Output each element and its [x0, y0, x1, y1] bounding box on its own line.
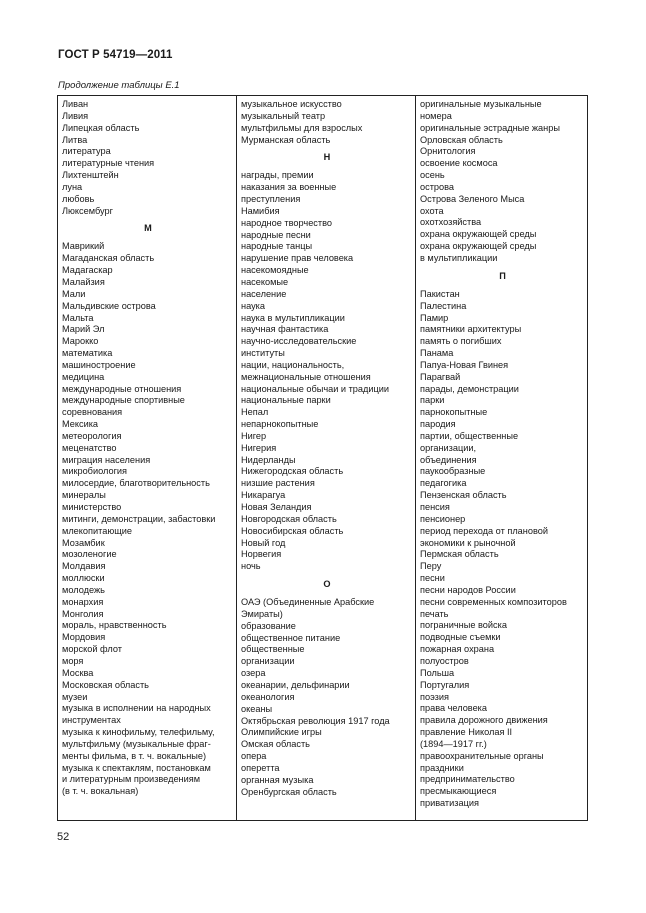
index-entry: экономики к рыночной — [420, 537, 516, 548]
index-entry: подводные съемки — [420, 632, 501, 643]
index-entry: пенсия — [420, 502, 450, 512]
index-entry: партии, общественные — [420, 430, 519, 441]
index-entry: Нижегородская область — [241, 466, 344, 477]
index-entry: пожарная охрана — [420, 644, 495, 655]
index-entry: Октябрьская революция 1917 года — [241, 715, 390, 726]
index-entry: права человека — [420, 703, 488, 714]
index-entry: пограничные войска — [420, 620, 507, 631]
index-entry: пенсионер — [420, 513, 466, 524]
index-entry: Панама — [420, 348, 454, 359]
index-entry: паукообразные — [420, 466, 486, 477]
index-entry: период перехода от плановой — [420, 525, 548, 536]
index-entry: милосердие, благотворительность — [62, 478, 210, 489]
index-entry: монархия — [62, 596, 104, 607]
index-entry: народное творчество — [241, 217, 332, 228]
index-entry: Пензенская область — [420, 490, 507, 501]
index-entry: институты — [241, 348, 285, 359]
index-entry: Новая Зеландия — [241, 502, 312, 512]
index-entry: моллюски — [62, 573, 105, 584]
index-entry: Москва — [62, 667, 94, 678]
index-entry: научно-исследовательские — [241, 336, 357, 347]
index-entry: Ливан — [62, 99, 89, 109]
index-entry: метеорология — [62, 430, 122, 441]
index-entry: музыкальное искусство — [241, 99, 342, 109]
index-entry: Марокко — [62, 336, 99, 347]
index-entry: Нигерия — [241, 442, 277, 453]
index-entry: Люксембург — [62, 205, 113, 216]
index-entry: луна — [62, 181, 83, 192]
section-letter-heading: Н — [323, 152, 331, 163]
index-entry: Норвегия — [241, 549, 282, 560]
index-entry: Лихтенштейн — [62, 170, 119, 181]
index-entry: национальные обычаи и традиции — [241, 383, 390, 394]
index-entry: преступления — [241, 194, 301, 205]
index-entry: общественное питание — [241, 632, 341, 643]
subject-index-table — [57, 95, 588, 821]
index-entry: микробиология — [62, 466, 128, 477]
index-entry: Папуа-Новая Гвинея — [420, 359, 509, 370]
index-entry: охрана окружающей среды — [420, 241, 537, 252]
index-entry: парады, демонстрации — [420, 383, 519, 394]
page-number: 52 — [57, 831, 70, 843]
index-entry: праздники — [420, 762, 464, 773]
index-entry: песни — [420, 573, 445, 584]
index-entry: национальные парки — [241, 395, 331, 406]
index-entry: песни современных композиторов — [420, 596, 567, 607]
index-entry: образование — [241, 620, 296, 631]
index-entry: Португалия — [420, 679, 470, 690]
index-entry: организации, — [420, 442, 477, 453]
index-entry: насекомоядные — [241, 265, 309, 276]
index-entry: инструментах — [62, 715, 121, 726]
index-entry: номера — [420, 110, 452, 121]
index-entry: Перу — [420, 561, 442, 572]
index-entry: Омская область — [241, 739, 310, 750]
index-entry: меценатство — [62, 442, 117, 453]
index-entry: Мадагаскар — [62, 265, 113, 276]
index-entry: Новосибирская область — [241, 525, 344, 536]
index-entry: Непал — [241, 407, 269, 418]
index-entry: печать — [420, 608, 449, 619]
index-entry: менты фильма, в т. ч. вокальные) — [62, 750, 207, 761]
index-entry: объединения — [420, 454, 477, 465]
index-entry: пародия — [420, 419, 456, 430]
index-entry: математика — [62, 348, 113, 359]
index-entry: Палестина — [420, 300, 467, 311]
index-entry: моря — [62, 655, 84, 666]
index-entry: Мозамбик — [62, 537, 105, 548]
index-entry: музеи — [62, 691, 88, 702]
index-entry: наука — [241, 300, 266, 311]
index-entry: народные танцы — [241, 241, 313, 252]
index-entry: народные песни — [241, 229, 311, 240]
index-entry: освоение космоса — [420, 158, 498, 169]
index-entry: озера — [241, 668, 266, 679]
index-entry: мультфильмы для взрослых — [241, 122, 363, 133]
index-entry: Магаданская область — [62, 253, 155, 264]
index-entry: (1894—1917 гг.) — [420, 738, 487, 749]
index-entry: мультфильму (музыкальные фраг- — [62, 738, 211, 749]
index-entry: минералы — [62, 490, 106, 501]
index-entry: органная музыка — [241, 774, 314, 785]
index-entry: Мордовия — [62, 632, 106, 643]
index-entry: международные отношения — [62, 383, 182, 394]
index-entry: наказания за военные — [241, 182, 337, 193]
index-entry: Монголия — [62, 608, 104, 619]
table-column-1 — [58, 96, 237, 820]
index-entry: млекопитающие — [62, 525, 133, 536]
table-column-3 — [416, 96, 587, 820]
index-entry: педагогика — [420, 478, 467, 489]
index-entry: Мальдивские острова — [62, 300, 156, 311]
index-entry: приватизация — [420, 798, 479, 809]
index-entry: нации, национальность, — [241, 359, 345, 370]
index-entry: мораль, нравственность — [62, 620, 167, 631]
index-entry: полуостров — [420, 655, 469, 666]
index-entry: литература — [62, 146, 111, 157]
index-entry: мозоленогие — [62, 549, 117, 560]
index-entry: память о погибших — [420, 336, 502, 347]
index-entry: правила дорожного движения — [420, 715, 548, 726]
index-entry: поэзия — [420, 691, 449, 702]
index-entry: парнокопытные — [420, 407, 488, 418]
index-entry: охота — [420, 205, 444, 216]
index-entry: океаны — [241, 703, 273, 714]
index-entry: международные спортивные — [62, 395, 185, 406]
index-entry: Московская область — [62, 679, 149, 690]
index-entry: осень — [420, 170, 445, 181]
index-entry: общественные — [241, 644, 305, 655]
index-entry: правоохранительные органы — [420, 750, 544, 761]
index-entry: Орнитология — [420, 146, 476, 157]
table-continuation-caption: Продолжение таблицы Е.1 — [58, 80, 180, 91]
index-entry: Мали — [62, 288, 86, 299]
index-entry: Маврикий — [62, 241, 105, 252]
index-entry: охрана окружающей среды — [420, 229, 537, 240]
index-entry: Мальта — [62, 312, 94, 323]
index-entry: наука в мультипликации — [241, 312, 345, 323]
index-entry: межнациональные отношения — [241, 371, 371, 382]
index-entry: парки — [420, 395, 445, 406]
index-entry: оперетта — [241, 762, 280, 773]
index-entry: памятники архитектуры — [420, 324, 522, 335]
index-entry: музыка в исполнении на народных — [62, 703, 211, 714]
section-letter-heading: П — [499, 270, 506, 281]
index-entry: Новгородская область — [241, 513, 337, 524]
index-entry: Мурманская область — [241, 134, 331, 145]
index-entry: предпринимательство — [420, 774, 515, 785]
index-entry: оригинальные эстрадные жанры — [420, 122, 560, 133]
index-entry: океанология — [241, 691, 295, 702]
index-entry: (в т. ч. вокальная) — [62, 786, 139, 797]
index-entry: ночь — [241, 561, 261, 572]
index-entry: организации — [241, 656, 295, 667]
index-entry: музыкальный театр — [241, 110, 326, 121]
index-entry: острова — [420, 181, 455, 192]
index-entry: Молдавия — [62, 561, 106, 572]
index-entry: Оренбургская область — [241, 786, 337, 797]
index-entry: молодежь — [62, 584, 105, 595]
index-entry: оригинальные музыкальные — [420, 99, 542, 109]
table-column-2 — [237, 96, 416, 820]
index-entry: Липецкая область — [62, 122, 140, 133]
index-entry: в мультипликации — [420, 252, 498, 263]
index-entry: Нигер — [241, 430, 267, 441]
index-entry: Новый год — [241, 537, 286, 548]
index-entry: Пермская область — [420, 549, 499, 560]
index-entry: соревнования — [62, 407, 123, 418]
index-entry: Эмираты) — [241, 608, 283, 619]
index-entry: Литва — [62, 134, 88, 145]
index-entry: морской флот — [62, 644, 122, 655]
index-entry: Пакистан — [420, 288, 460, 299]
section-letter-heading: О — [323, 579, 331, 590]
index-entry: океанарии, дельфинарии — [241, 679, 350, 690]
index-entry: и литературным произведениям — [62, 774, 201, 785]
index-entry: любовь — [62, 193, 95, 204]
index-entry: литературные чтения — [62, 158, 155, 169]
index-entry: Марий Эл — [62, 324, 105, 335]
index-entry: охотхозяйства — [420, 217, 482, 228]
section-letter-heading: М — [144, 223, 152, 234]
index-entry: Малайзия — [62, 276, 105, 287]
index-entry: машиностроение — [62, 359, 136, 370]
index-entry: Мексика — [62, 419, 99, 430]
index-entry: музыка к кинофильму, телефильму, — [62, 727, 215, 738]
index-entry: Намибия — [241, 205, 280, 216]
index-entry: песни народов России — [420, 584, 516, 595]
index-entry: правление Николая II — [420, 727, 513, 738]
index-entry: Парагвай — [420, 371, 461, 382]
index-entry: Польша — [420, 667, 455, 678]
index-entry: митинги, демонстрации, забастовки — [62, 513, 216, 524]
index-entry: награды, премии — [241, 170, 314, 181]
index-entry: Нидерланды — [241, 454, 296, 465]
index-entry: медицина — [62, 371, 105, 382]
index-entry: Памир — [420, 312, 449, 323]
index-entry: Никарагуа — [241, 490, 286, 501]
index-entry: население — [241, 288, 287, 299]
index-entry: нарушение прав человека — [241, 253, 354, 264]
index-entry: низшие растения — [241, 478, 315, 489]
index-entry: министерство — [62, 502, 122, 512]
index-entry: ОАЭ (Объединенные Арабские — [241, 597, 375, 608]
index-entry: Орловская область — [420, 134, 503, 145]
index-entry: Ливия — [62, 110, 89, 121]
index-entry: музыка к спектаклям, постановкам — [62, 762, 211, 773]
index-entry: пресмыкающиеся — [420, 786, 497, 797]
index-entry: непарнокопытные — [241, 419, 319, 430]
index-entry: Олимпийские игры — [241, 727, 322, 738]
index-entry: миграция населения — [62, 454, 151, 465]
index-entry: научная фантастика — [241, 324, 329, 335]
index-entry: Острова Зеленого Мыса — [420, 193, 525, 204]
index-entry: насекомые — [241, 276, 289, 287]
index-entry: опера — [241, 751, 267, 762]
document-header-title: ГОСТ Р 54719—2011 — [58, 49, 173, 61]
